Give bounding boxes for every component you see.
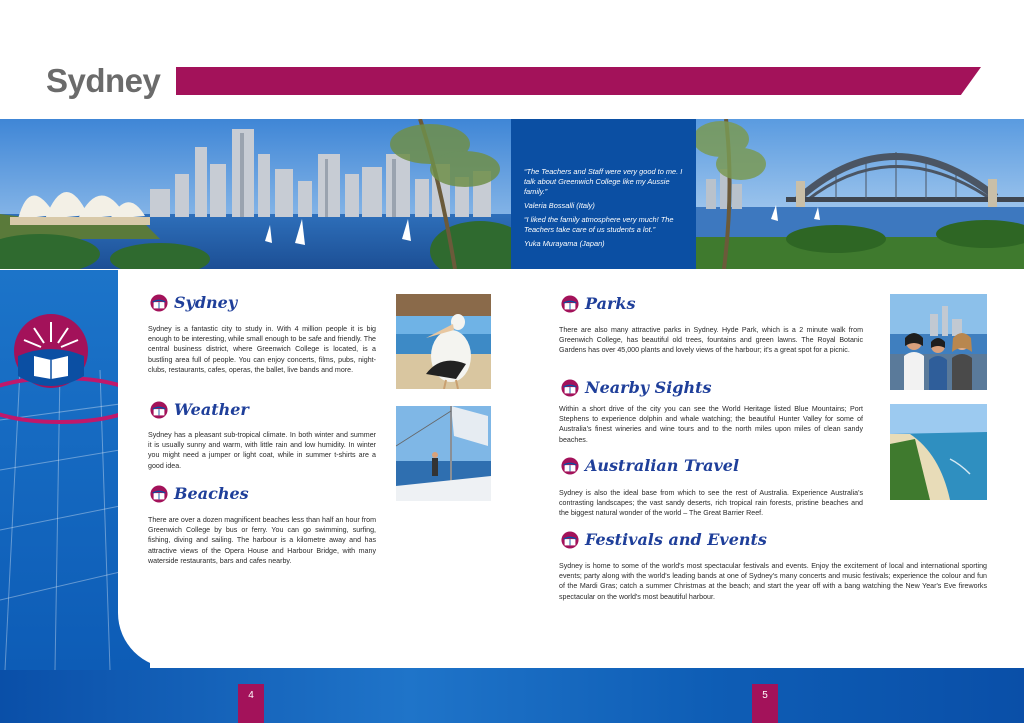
school-logo-icon (561, 379, 579, 397)
friends-photo (890, 294, 987, 390)
beach-photo (890, 404, 987, 500)
page-title: Sydney (46, 62, 161, 99)
section-nearby-body: Within a short drive of the city you can see the World Heritage listed Blue Mountains; Port Stephens to experience dolphin and whale watching; the beautiful Hunter Valley for some of Australia's finest wineries and wine tours and to the north miles upon miles of clean sandy beaches. (559, 405, 863, 444)
quote-1-author: Valeria Bossalli (Italy) (524, 201, 595, 210)
photo-strip (0, 119, 1024, 269)
quote-2-text: “I liked the family atmosphere very much! The Teachers take care of us students a lot.” (524, 215, 674, 234)
school-logo-icon (561, 531, 579, 549)
quote-1-text: “The Teachers and Staff were very good to me. I talk about Greenwich College like my Aussie family.” (524, 167, 683, 196)
section-travel-body: Sydney is also the ideal base from which to see the rest of Australia. Experience Australia's contrasting landscapes; the vast sandy deserts, rich tropical rain forests, pristine beaches and the biggest natural wonder of the world – The Great Barrier Reef. (559, 489, 863, 518)
section-nearby-heading (561, 378, 712, 397)
sydney-skyline-photo (0, 119, 511, 269)
section-weather-body: Sydney has a pleasant sub-tropical climate. In both winter and summer it is usually sunny and warm, with little rain and low humidity. In winter you might need a jumper or light coat, while in summer t-shirts are a good idea. (148, 431, 376, 470)
section-festivals-title: Festivals and Events (585, 530, 767, 549)
section-sydney-heading (150, 293, 237, 312)
pelican-photo (396, 294, 491, 389)
section-beaches-heading (150, 484, 249, 503)
testimonials-box (511, 119, 696, 269)
quote-2-author: Yuka Murayama (Japan) (524, 239, 605, 248)
section-festivals-body: Sydney is home to some of the world's most spectacular festivals and events. Enjoy the excitement of local and international sporting events; party along with the world's leading bands at one of Sydney's many concerts and music festivals; experience the colour and fun of the Mardi Gras; catch a summer Christmas at the beach; and start the year off with a bang watching the New Year's Eve fireworks spectacular on the world's most beautiful harbour. (559, 562, 987, 601)
section-parks-body: There are also many attractive parks in Sydney. Hyde Park, which is a 2 minute walk from Greenwich College, has beautiful old trees, fountains and green lawns. The Royal Botanic Gardens has over 45,000 plants and lovely views of the harbour; it's a great spot for a picnic. (559, 326, 863, 355)
school-logo-icon (150, 485, 168, 503)
school-logo-icon (150, 294, 168, 312)
section-travel-title: Australian Travel (585, 456, 740, 475)
title-bar (176, 67, 981, 95)
section-weather-title: Weather (174, 400, 249, 419)
school-logo-icon (561, 295, 579, 313)
school-logo-icon (561, 457, 579, 475)
harbour-bridge-photo (696, 119, 1024, 269)
page-number-left: 4 (238, 684, 264, 723)
section-parks-title: Parks (585, 294, 636, 313)
section-weather-heading (150, 400, 249, 419)
school-logo-icon (12, 312, 90, 390)
section-beaches-body: There are over a dozen magnificent beaches less than half an hour from Greenwich College by bus or ferry. You can go swimming, surfing, fishing, diving and sailing. The harbour is a kilometre away and has attractive views of the Opera House and Harbour Bridge, with many waterside restaurants, bars and cafes nearby. (148, 516, 376, 565)
sailing-photo (396, 406, 491, 501)
section-parks-heading (561, 294, 636, 313)
section-beaches-title: Beaches (174, 484, 249, 503)
school-logo-icon (150, 401, 168, 419)
section-festivals-heading (561, 530, 767, 549)
section-travel-heading (561, 456, 739, 475)
page-number-right: 5 (752, 684, 778, 723)
section-nearby-title: Nearby Sights (585, 378, 712, 397)
footer-band (0, 668, 1024, 723)
section-sydney-body: Sydney is a fantastic city to study in. With 4 million people it is big enough to be interesting, while small enough to be safe and friendly. The central business district, where Greenwich College is located, is a bustling area full of people. You can enjoy concerts, films, pubs, night-clubs, restaurants, cafes, operas, the ballet, live bands and more. (148, 325, 376, 374)
section-sydney-title: Sydney (174, 293, 238, 312)
